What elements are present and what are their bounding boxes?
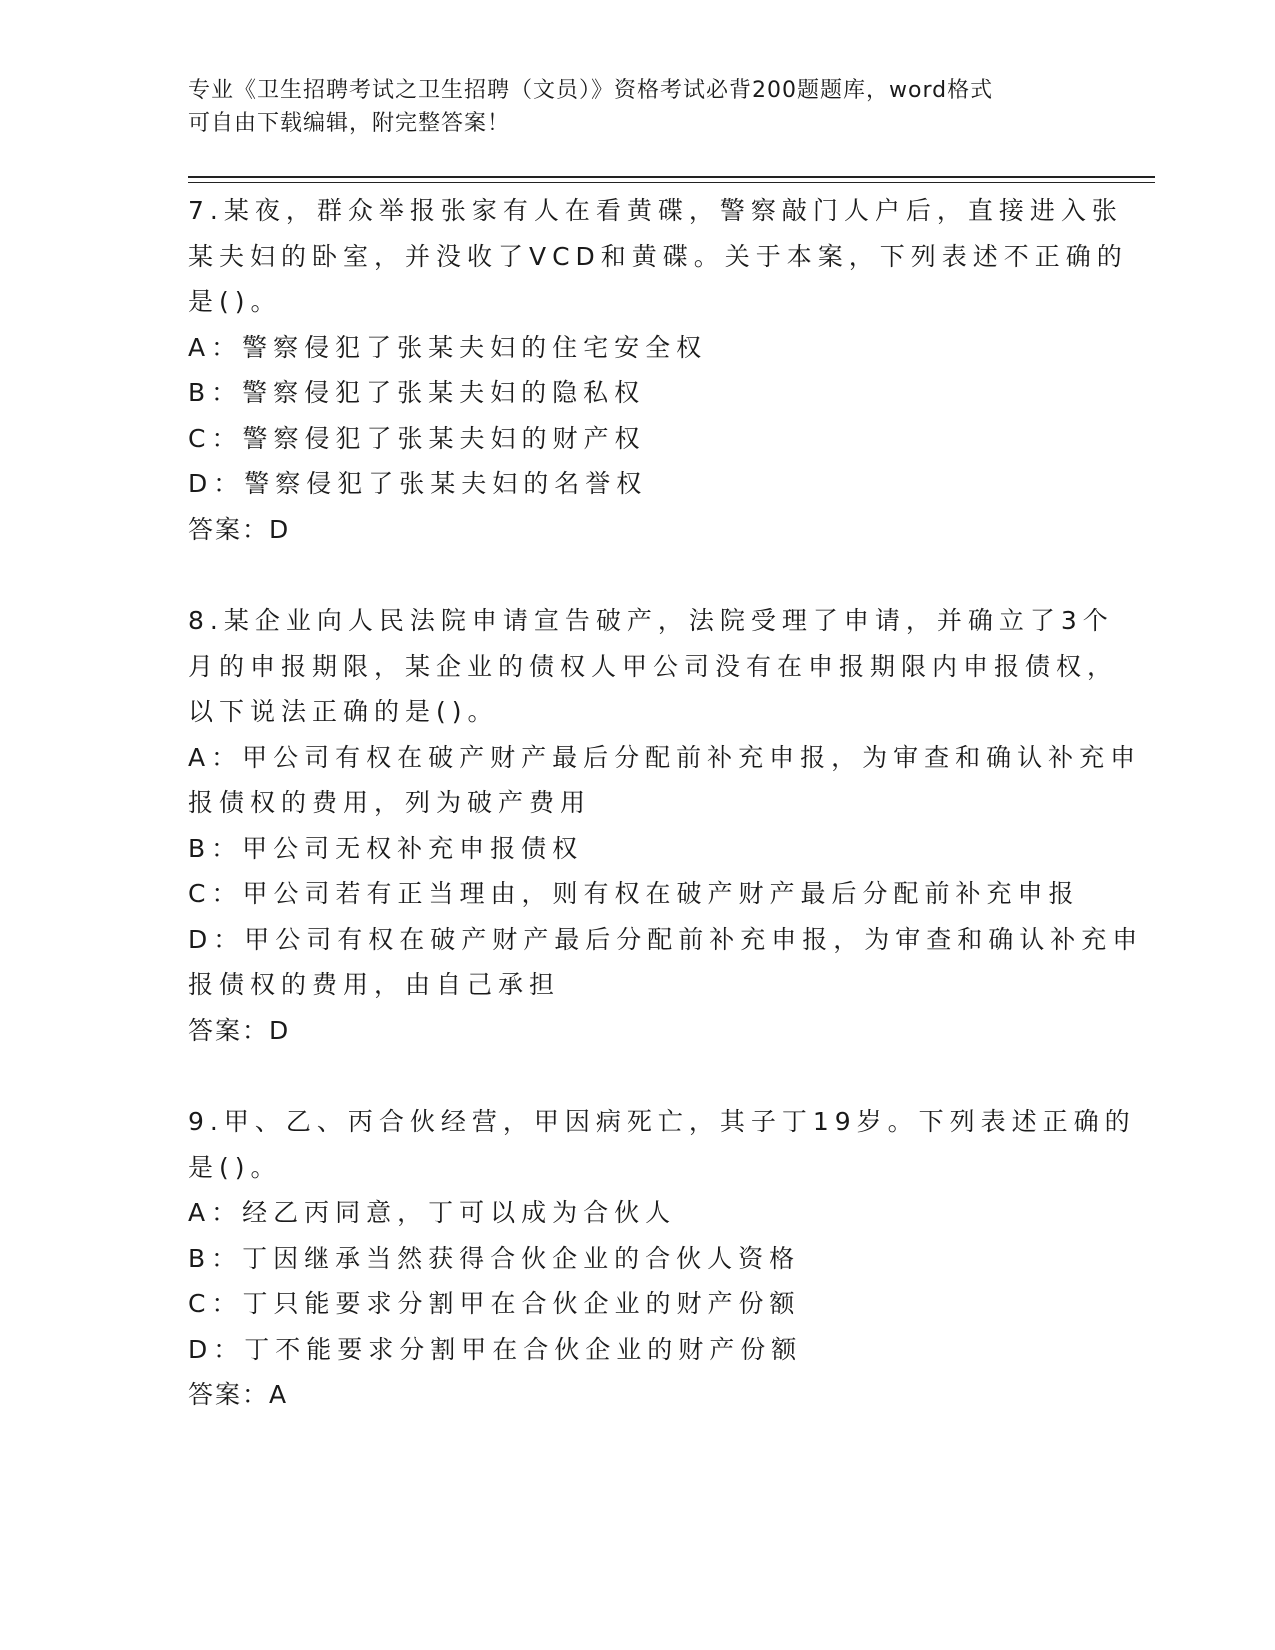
option-a: A：警察侵犯了张某夫妇的住宅安全权 [188, 332, 708, 362]
option-c: C：甲公司若有正当理由，则有权在破产财产最后分配前补充申报 [188, 879, 1080, 908]
option-d: D：甲公司有权在破产财产最后分配前补充申报，为审查和确认补充申 [188, 924, 1144, 954]
question-9 [188, 1099, 1136, 1418]
question-spacer [188, 552, 1088, 598]
document-header [188, 74, 1088, 140]
option-a: A：甲公司有权在破产财产最后分配前补充申报，为审查和确认补充申 [188, 742, 1142, 772]
option-c: C：丁只能要求分割甲在合伙企业的财产份额 [188, 1289, 801, 1318]
question-spacer [188, 1053, 1088, 1099]
question-stem-line: 月的申报期限，某企业的债权人甲公司没有在申报期限内申报债权， [188, 651, 1119, 681]
answer-line: 答案：D [188, 514, 291, 544]
header-rule-thin [188, 182, 1155, 183]
question-list [188, 188, 1144, 1418]
answer-line: 答案：A [188, 1380, 289, 1409]
answer-line: 答案：D [188, 1015, 291, 1045]
question-stem-line: 以下说法正确的是()。 [188, 697, 499, 726]
question-8 [188, 598, 1144, 1053]
option-d: D：警察侵犯了张某夫妇的名誉权 [188, 469, 648, 498]
option-d: D：丁不能要求分割甲在合伙企业的财产份额 [188, 1334, 803, 1364]
option-c: C：警察侵犯了张某夫妇的财产权 [188, 423, 646, 453]
option-d-continued: 报债权的费用，由自己承担 [188, 970, 561, 999]
question-stem-line: 7.某夜，群众举报张家有人在看黄碟，警察敲门人户后，直接进入张 [188, 196, 1123, 225]
question-stem-line: 是()。 [188, 1152, 282, 1182]
header-line: 可自由下载编辑，附完整答案！ [188, 111, 511, 136]
question-stem-line: 9.甲、乙、丙合伙经营，甲因病死亡，其子丁19岁。下列表述正确的 [188, 1107, 1136, 1136]
question-stem-line: 是()。 [188, 287, 282, 316]
option-b: B：警察侵犯了张某夫妇的隐私权 [188, 378, 646, 407]
header-line: 专业《卫生招聘考试之卫生招聘（文员）》资格考试必背200题题库，word格式 [188, 78, 994, 103]
header-rule-thick [188, 176, 1155, 178]
option-b: B：丁因继承当然获得合伙企业的合伙人资格 [188, 1243, 801, 1273]
question-stem-line: 某夫妇的卧室，并没收了VCD和黄碟。关于本案，下列表述不正确的 [188, 241, 1128, 271]
option-a: A：经乙丙同意，丁可以成为合伙人 [188, 1198, 677, 1227]
question-7 [188, 188, 1128, 552]
option-b: B：甲公司无权补充申报债权 [188, 833, 584, 863]
option-a-continued: 报债权的费用，列为破产费用 [188, 788, 592, 817]
question-stem-line: 8.某企业向人民法院申请宣告破产，法院受理了申请，并确立了3个 [188, 606, 1114, 635]
